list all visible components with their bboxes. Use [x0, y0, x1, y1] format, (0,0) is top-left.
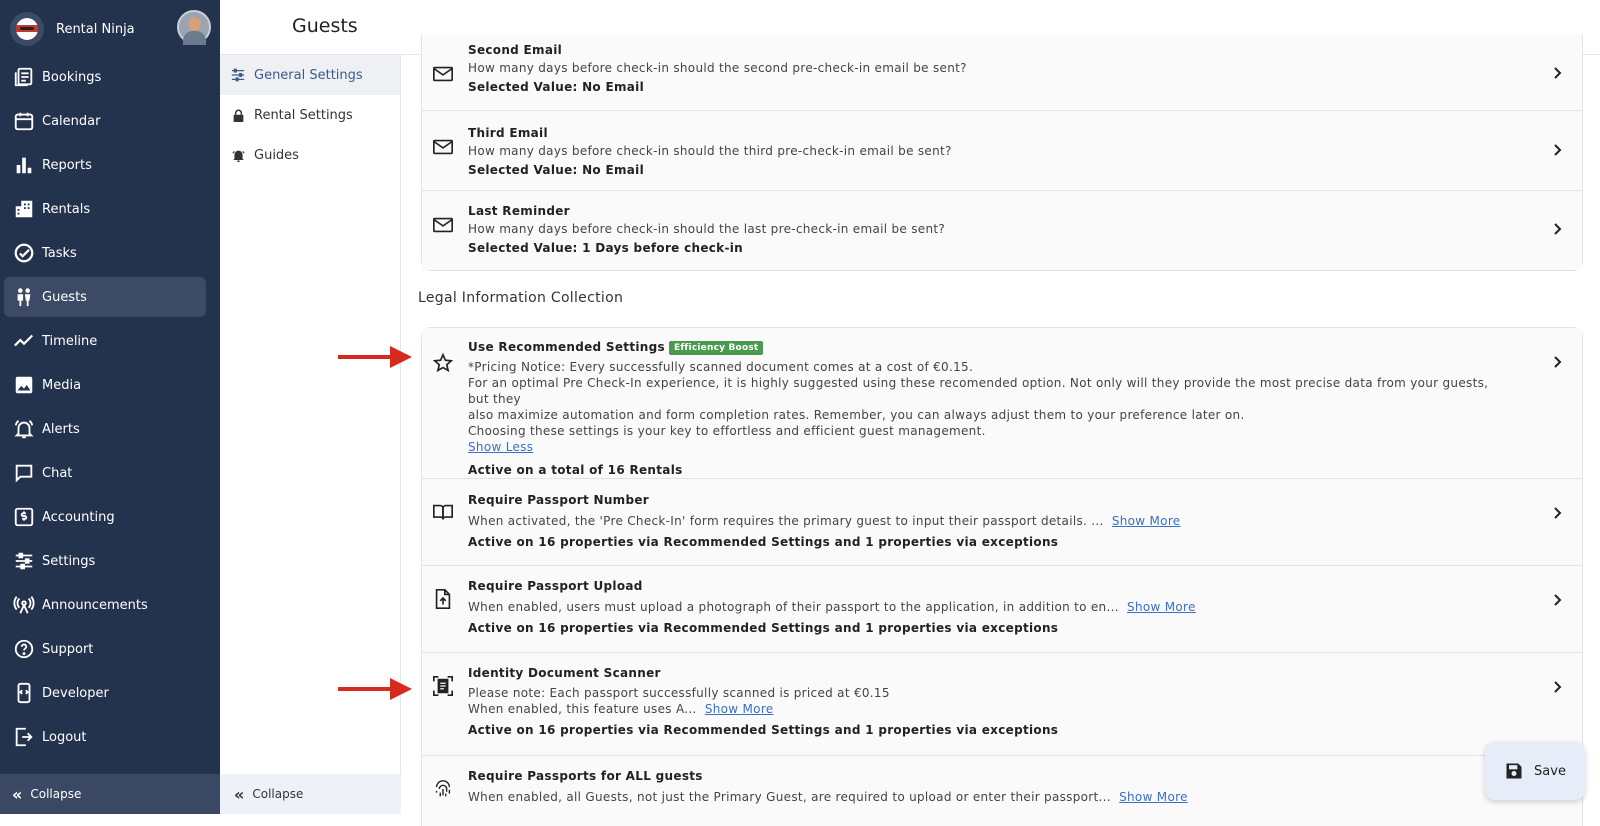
chevron-right-icon: [1550, 593, 1564, 607]
rentals-icon: [12, 197, 36, 221]
list-item-require-passport-upload[interactable]: [422, 566, 1582, 653]
main-nav: [4, 57, 206, 761]
file-upload-icon: [432, 588, 454, 610]
section-title-legal: Legal Information Collection: [418, 290, 624, 306]
list-item-recommended-settings[interactable]: [422, 328, 1582, 479]
media-icon: [12, 373, 36, 397]
nav-label: Settings: [42, 553, 96, 569]
nav-label: Guests: [42, 289, 87, 305]
nav-item-alerts[interactable]: [4, 409, 206, 449]
annotation-arrow: [338, 355, 402, 359]
setting-title: Require Passport Upload: [468, 579, 643, 593]
nav-label: Bookings: [42, 69, 102, 85]
subnav-collapse-button[interactable]: [220, 774, 401, 814]
nav-item-guests[interactable]: [4, 277, 206, 317]
setting-value: Selected Value: 1 Days before check-in: [468, 241, 744, 255]
email-settings-card: [421, 35, 1583, 271]
setting-title: Require Passport Number: [468, 493, 650, 507]
mail-icon: [432, 63, 454, 85]
nav-label: Reports: [42, 157, 92, 173]
setting-title: Third Email: [468, 126, 548, 140]
setting-description: How many days before check-in should the second pre-check-in email be sent?: [468, 61, 967, 75]
setting-description: How many days before check-in should the third pre-check-in email be sent?: [468, 144, 952, 158]
chevron-right-icon: [1550, 506, 1564, 520]
star-icon: [432, 352, 454, 374]
ninja-logo-icon: [10, 12, 44, 46]
settings-icon: [12, 549, 36, 573]
chevron-right-icon: [1550, 680, 1564, 694]
page-title: Guests: [292, 15, 358, 37]
list-item-second-email[interactable]: [422, 35, 1582, 111]
nav-label: Tasks: [42, 245, 77, 261]
pricing-notice: *Pricing Notice: Every successfully scanned document comes at a cost of €0.15.: [468, 360, 974, 374]
setting-description: How many days before check-in should the last pre-check-in email be sent?: [468, 222, 946, 236]
setting-description: When enabled, users must upload a photograph of their passport to the application, in addition to en...: [468, 600, 1119, 614]
chat-icon: [12, 461, 36, 485]
guests-icon: [12, 285, 36, 309]
setting-title: Second Email: [468, 43, 563, 57]
setting-value: Selected Value: No Email: [468, 163, 644, 177]
accounting-icon: [12, 505, 36, 529]
setting-title: Use Recommended Settings: [468, 340, 665, 354]
nav-item-settings[interactable]: [4, 541, 206, 581]
bookings-icon: [12, 65, 36, 89]
nav-item-tasks[interactable]: [4, 233, 206, 273]
logout-icon: [12, 725, 36, 749]
chevron-right-icon: [1550, 355, 1564, 369]
document-scan-icon: [432, 675, 454, 697]
nav-item-bookings[interactable]: [4, 57, 206, 97]
support-icon: [12, 637, 36, 661]
nav-label: Support: [42, 641, 94, 657]
book-open-icon: [432, 501, 454, 523]
nav-item-timeline[interactable]: [4, 321, 206, 361]
avatar[interactable]: [177, 10, 211, 44]
sidebar-collapse-button[interactable]: [0, 774, 220, 814]
show-more-link[interactable]: Show More: [1127, 600, 1196, 614]
setting-title: Require Passports for ALL guests: [468, 769, 703, 783]
nav-label: Alerts: [42, 421, 80, 437]
collapse-label: Collapse: [30, 787, 82, 801]
show-more-link[interactable]: Show More: [1111, 514, 1181, 528]
show-more-link[interactable]: Show More: [704, 702, 774, 716]
chevron-right-icon: [1550, 66, 1564, 80]
setting-value: Active on 16 properties via Recommended Settings and 1 properties via exceptions: [468, 621, 1059, 635]
nav-item-announcements[interactable]: [4, 585, 206, 625]
save-button[interactable]: [1485, 742, 1585, 800]
nav-item-support[interactable]: [4, 629, 206, 669]
nav-label: Rentals: [42, 201, 91, 217]
developer-icon: [12, 681, 36, 705]
main-sidebar: [0, 0, 220, 814]
recommendation-text: For an optimal Pre Check-In experience, it is highly suggested using these recomended option. Not only will they provide the most precise data from your guests, but they: [468, 376, 1489, 406]
list-item-require-passport-number[interactable]: [422, 479, 1582, 566]
brand-name: Rental Ninja: [56, 21, 135, 37]
calendar-icon: [12, 109, 36, 133]
double-chevron-left-icon: «: [234, 784, 245, 804]
scanner-price-notice: Please note: Each passport successfully scanned is priced at €0.15: [468, 686, 890, 700]
recommendation-footer: Choosing these settings is your key to effortless and efficient guest management.: [468, 424, 986, 438]
reports-icon: [12, 153, 36, 177]
recommendation-text-cont: also maximize automation and form completion rates. Remember, you can always adjust them to your preference later on.: [468, 408, 1245, 422]
setting-title: Last Reminder: [468, 204, 570, 218]
list-item-last-reminder[interactable]: [422, 191, 1582, 270]
settings-subnav: [220, 55, 401, 814]
subnav-item-guides[interactable]: [220, 135, 400, 175]
chevron-right-icon: [1550, 143, 1564, 157]
nav-item-rentals[interactable]: [4, 189, 206, 229]
setting-description: When enabled, this feature uses A...: [468, 702, 697, 716]
nav-label: Chat: [42, 465, 73, 481]
fingerprint-icon: [432, 778, 454, 800]
setting-value: Active on 16 properties via Recommended Settings and 1 properties via exceptions: [468, 535, 1059, 549]
setting-value: Active on 16 properties via Recommended Settings and 1 properties via exceptions: [468, 723, 1059, 737]
list-item-identity-document-scanner[interactable]: [422, 653, 1582, 756]
setting-value: Selected Value: No Email: [468, 80, 644, 94]
nav-label: Calendar: [42, 113, 101, 129]
efficiency-badge: Efficiency Boost: [669, 341, 763, 355]
tasks-icon: [12, 241, 36, 265]
nav-label: Timeline: [42, 333, 98, 349]
subnav-item-rental-settings[interactable]: [220, 95, 400, 135]
nav-item-developer[interactable]: [4, 673, 206, 713]
setting-description: When activated, the 'Pre Check-In' form requires the primary guest to input their passport details. ...: [468, 514, 1104, 528]
show-less-link[interactable]: Show Less: [468, 440, 534, 454]
timeline-icon: [12, 329, 36, 353]
bell-icon: [230, 147, 246, 163]
chevron-right-icon: [1550, 222, 1564, 236]
annotation-arrow: [338, 687, 402, 691]
list-item-third-email[interactable]: [422, 111, 1582, 191]
nav-item-chat[interactable]: [4, 453, 206, 493]
nav-label: Accounting: [42, 509, 115, 525]
collapse-label: Collapse: [252, 787, 304, 801]
nav-label: Media: [42, 377, 82, 393]
legal-settings-card: [421, 327, 1583, 826]
nav-item-calendar[interactable]: [4, 101, 206, 141]
setting-description: When enabled, all Guests, not just the Primary Guest, are required to upload or enter their passport...: [468, 790, 1111, 804]
main-content: [401, 43, 1600, 814]
floppy-disk-icon: [1504, 761, 1524, 781]
setting-title: Identity Document Scanner: [468, 666, 661, 680]
subnav-label: Rental Settings: [254, 107, 353, 123]
list-item-require-passports-all-guests[interactable]: [422, 756, 1582, 826]
save-label: Save: [1534, 763, 1566, 779]
show-more-link[interactable]: Show More: [1119, 790, 1188, 804]
nav-label: Developer: [42, 685, 109, 701]
subnav-label: Guides: [254, 147, 299, 163]
setting-value: Active on a total of 16 Rentals: [468, 463, 683, 477]
nav-item-accounting[interactable]: [4, 497, 206, 537]
nav-item-logout[interactable]: [4, 717, 206, 757]
nav-label: Logout: [42, 729, 87, 745]
nav-label: Announcements: [42, 597, 148, 613]
subnav-label: General Settings: [254, 67, 363, 83]
subnav-item-general-settings[interactable]: [220, 55, 400, 95]
lock-icon: [230, 107, 246, 123]
mail-icon: [432, 214, 454, 236]
alerts-icon: [12, 417, 36, 441]
nav-item-media[interactable]: [4, 365, 206, 405]
mail-icon: [432, 136, 454, 158]
announcements-icon: [12, 593, 36, 617]
double-chevron-left-icon: «: [12, 784, 23, 804]
sliders-icon: [230, 67, 246, 83]
nav-item-reports[interactable]: [4, 145, 206, 185]
